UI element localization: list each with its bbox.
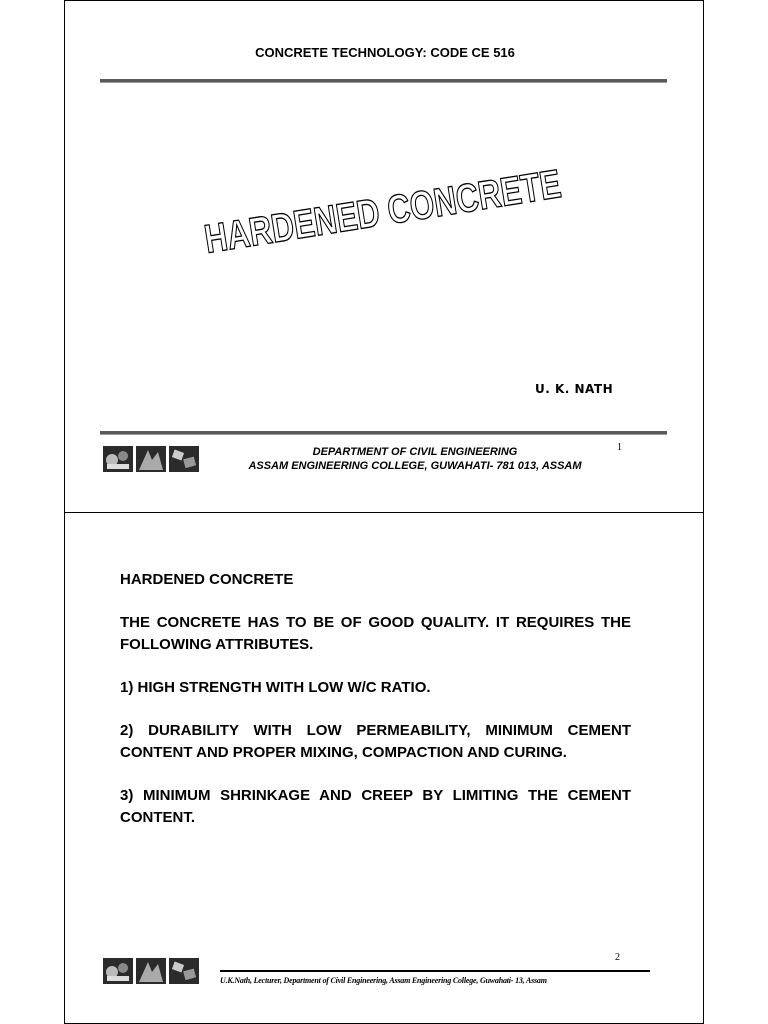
department-info — [205, 445, 625, 473]
slide-2 — [64, 512, 704, 1024]
logo-image-3 — [169, 958, 199, 984]
list-item: 1) HIGH STRENGTH WITH LOW W/C RATIO. — [120, 679, 431, 696]
logo-strip — [103, 446, 199, 472]
paragraph: THE CONCRETE HAS TO BE OF GOOD QUALITY. IT REQUIRES THE FOLLOWING ATTRIBUTES. — [120, 614, 631, 653]
department-line: DEPARTMENT OF CIVIL ENGINEERING — [312, 446, 518, 458]
course-title: CONCRETE TECHNOLOGY: CODE CE 516 — [255, 45, 515, 60]
footer-rule — [100, 431, 667, 435]
slide-title-wordart — [201, 146, 665, 262]
logo-image-1 — [103, 958, 133, 984]
page-number: 1 — [617, 442, 622, 453]
wordart-svg — [201, 146, 665, 262]
college-address-line: ASSAM ENGINEERING COLLEGE, GUWAHATI- 781 013, ASSAM — [248, 460, 582, 472]
list-item: 3) MINIMUM SHRINKAGE AND CREEP BY LIMITING THE CEMENT CONTENT. — [120, 787, 631, 826]
page-number: 2 — [615, 952, 620, 963]
logo-image-1 — [103, 446, 133, 472]
wordart-title-text: HARDENED CONCRETE — [201, 146, 665, 262]
footer-rule — [220, 970, 650, 972]
list-item: 2) DURABILITY WITH LOW PERMEABILITY, MINIMUM CEMENT CONTENT AND PROPER MIXING, COMPACTION AND CURING. — [120, 722, 631, 761]
logo-strip — [103, 958, 199, 984]
slide-heading: HARDENED CONCRETE — [120, 571, 294, 588]
logo-image-2 — [136, 446, 166, 472]
footer-credit: U.K.Nath, Lecturer, Department of Civil Engineering, Assam Engineering College, Guwahati- 13, Assam — [220, 976, 547, 985]
slide-body — [120, 569, 631, 850]
header-rule — [100, 79, 667, 83]
author-name: U. K. NATH — [535, 382, 614, 396]
logo-image-2 — [136, 958, 166, 984]
logo-image-3 — [169, 446, 199, 472]
slide-1 — [64, 0, 704, 513]
